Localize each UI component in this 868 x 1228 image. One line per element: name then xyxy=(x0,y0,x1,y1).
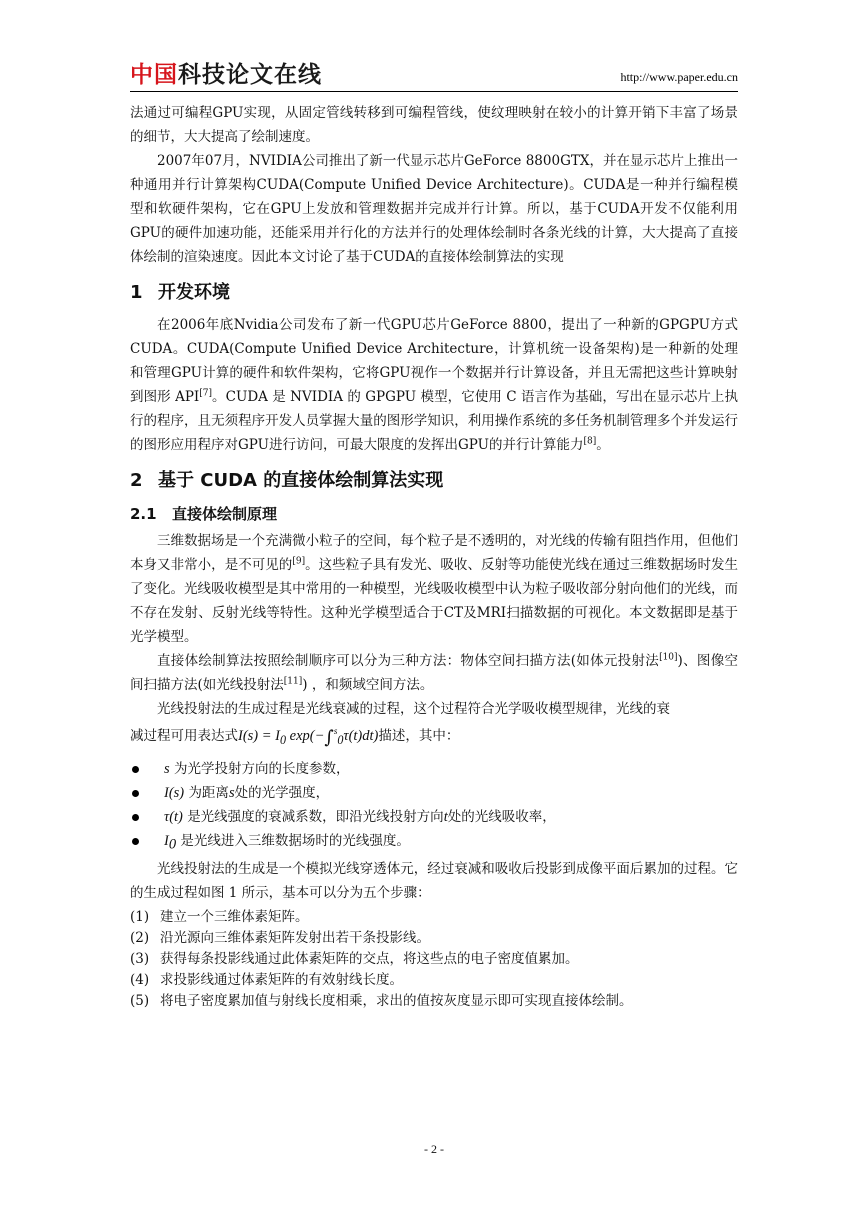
section-heading-2 xyxy=(130,467,738,495)
integral-lower: 0 xyxy=(337,732,344,747)
symbol: I(s) xyxy=(164,784,185,801)
bullet-icon xyxy=(132,790,139,797)
step-text: 沿光源向三维体素矩阵发射出若干条投影线。 xyxy=(160,929,430,946)
step-number: (2) xyxy=(130,929,150,946)
symbol-definitions xyxy=(130,757,738,857)
definition-text: 为距离 xyxy=(188,784,229,801)
definition-text: 为光学投射方向的长度参数， xyxy=(173,760,350,777)
bullet-icon xyxy=(132,814,139,821)
text-run: 在2006年底Nvidia公司发布了新一代GPU芯片GeForce 8800，提出了一种新的GPGPU方式CUDA。CUDA(Compute Unified Device Architecture，计算机统一设备架构)是一种新的处理和管理GPU计算的硬件和软件架构，它将GPU视作一个数据并行计算设备，并且无需把这些计算映射到图形 API xyxy=(130,317,738,405)
paragraph-data-field xyxy=(130,529,738,649)
algorithm-steps xyxy=(130,907,738,1012)
list-item xyxy=(130,757,738,781)
header-rule xyxy=(130,91,738,92)
formula-subscript: 0 xyxy=(280,732,287,747)
step-text: 求投影线通过体素矩阵的有效射线长度。 xyxy=(160,971,403,988)
citation-9[interactable]: [9] xyxy=(292,556,306,567)
paragraph-formula xyxy=(130,721,738,755)
bullet-icon xyxy=(132,838,139,845)
symbol: s xyxy=(164,760,170,777)
text-run: 。 xyxy=(596,437,610,453)
list-item xyxy=(130,991,738,1012)
definition-text: 处的光学强度， xyxy=(234,784,330,801)
section-number: 1 xyxy=(130,282,143,303)
symbol: I xyxy=(164,832,169,849)
definition-text: 处的光线吸收率， xyxy=(447,808,556,825)
formula-exp: exp(− xyxy=(286,728,325,744)
paragraph-continued: 法通过可编程GPU实现，从固定管线转移到可编程管线，使纹理映射在较小的计算开销下丰富了场景的细节，大大提高了绘制速度。 xyxy=(130,105,738,145)
list-item xyxy=(130,907,738,928)
page-number: - 2 - xyxy=(424,1142,444,1156)
citation-10[interactable]: [10] xyxy=(659,652,678,663)
citation-8[interactable]: [8] xyxy=(583,436,597,447)
list-item xyxy=(130,949,738,970)
section-title: 基于 CUDA 的直接体绘制算法实现 xyxy=(158,470,444,491)
subsection-title: 直接体绘制原理 xyxy=(172,505,278,523)
citation-7[interactable]: [7] xyxy=(199,388,212,399)
logo-red-text: 中国 xyxy=(130,62,178,88)
list-item xyxy=(130,805,738,829)
step-number: (1) xyxy=(130,908,150,925)
definition-text: 是光线进入三维数据场时的光线强度。 xyxy=(180,832,410,849)
list-item xyxy=(130,829,738,857)
step-text: 将电子密度累加值与射线长度相乘，求出的值按灰度显示即可实现直接体绘制。 xyxy=(160,992,633,1009)
step-number: (4) xyxy=(130,971,150,988)
text-run: 描述，其中： xyxy=(378,728,460,744)
list-item xyxy=(130,928,738,949)
section-heading-1 xyxy=(130,279,738,307)
paper-body xyxy=(130,101,738,1012)
text-run: 直接体绘制算法按照绘制顺序可以分为三种方法：物体空间扫描方法(如体元投射法 xyxy=(157,653,660,669)
definition-text: 是光线强度的衰减系数，即沿光线投射方向 xyxy=(187,808,444,825)
symbol: s xyxy=(228,784,235,801)
step-number: (3) xyxy=(130,950,150,967)
bullet-icon xyxy=(132,766,139,773)
step-text: 获得每条投影线通过此体素矩阵的交点，将这些点的电子密度值累加。 xyxy=(160,950,579,967)
paragraph-ray-casting: 光线投射法的生成过程是光线衰减的过程，这个过程符合光学吸收模型规律，光线的衰 xyxy=(157,701,670,717)
list-item xyxy=(130,781,738,805)
step-text: 建立一个三维体素矩阵。 xyxy=(160,908,309,925)
citation-11[interactable]: [11] xyxy=(283,676,303,687)
paragraph-methods xyxy=(130,649,738,697)
text-run: 减过程可用表达式 xyxy=(130,728,238,744)
text-run: 三维数据场是一个充满微小粒子的空间，每个粒子是不透明的，对光线的传输有阻挡作用，但他们本身又非常小，是不可见的 xyxy=(130,533,738,573)
formula-lhs: I(s) = I xyxy=(238,728,280,744)
symbol: τ(t) xyxy=(164,808,183,825)
logo-black-text: 科技论文在线 xyxy=(178,62,322,88)
paragraph-cuda-intro: 2007年07月，NVIDIA公司推出了新一代显示芯片GeForce 8800GTX，并在显示芯片上推出一种通用并行计算架构CUDA(Compute Unified Device Architecture)。CUDA是一种并行编程模型和软硬件架构，它在GPU上发放和管理数据并完成并行计算。所以，基于CUDA开发不仅能利用GPU的硬件加速功能，还能采用并行化的方法并行的处理体绘制时各条光线的计算，大大提高了直接体绘制的渲染速度。因此本文讨论了基于CUDA的直接体绘制算法的实现 xyxy=(130,153,738,265)
subsection-number: 2.1 xyxy=(130,505,157,523)
list-item xyxy=(130,970,738,991)
attenuation-formula xyxy=(238,726,379,748)
subsection-heading-2-1 xyxy=(130,501,738,527)
header-url[interactable]: http://www.paper.edu.cn xyxy=(620,70,738,84)
section-title: 开发环境 xyxy=(158,282,230,303)
text-run: )、图像空间扫描方法(如光线投射法 xyxy=(130,653,738,693)
section-number: 2 xyxy=(130,470,143,491)
text-run: ) ，和频域空间方法。 xyxy=(302,677,434,693)
text-run: 。CUDA 是 NVIDIA 的 GPGPU 模型，它使用 C 语言作为基础，写出在显示芯片上执行的程序，且无须程序开发人员掌握大量的图形学知识，利用操作系统的多任务机制管理多个并发运行的图形应用程序对GPU进行访问，可最大限度的发挥出GPU的并行计算能力 xyxy=(130,389,738,453)
journal-logo xyxy=(130,62,322,88)
integral-upper: s xyxy=(333,726,338,737)
formula-integrand: τ(t)dt) xyxy=(343,728,379,744)
paragraph-dev-env xyxy=(130,313,738,457)
paragraph-steps-intro: 光线投射法的生成是一个模拟光线穿透体元，经过衰减和吸收后投影到成像平面后累加的过程。它的生成过程如图 1 所示，基本可以分为五个步骤： xyxy=(130,860,738,901)
step-number: (5) xyxy=(130,992,150,1009)
symbol-subscript: 0 xyxy=(168,836,177,853)
text-run: 。这些粒子具有发光、吸收、反射等功能使光线在通过三维数据场时发生了变化。光线吸收模型是其中常用的一种模型，光线吸收模型中认为粒子吸收部分射向他们的光线，而不存在发射、反射光线等特性。这种光学模型适合于CT及MRI扫描数据的可视化。本文数据即是基于光学模型。 xyxy=(130,557,739,645)
symbol: t xyxy=(443,808,448,825)
page-header xyxy=(130,62,738,88)
integral-sign: ∫ xyxy=(324,727,334,748)
